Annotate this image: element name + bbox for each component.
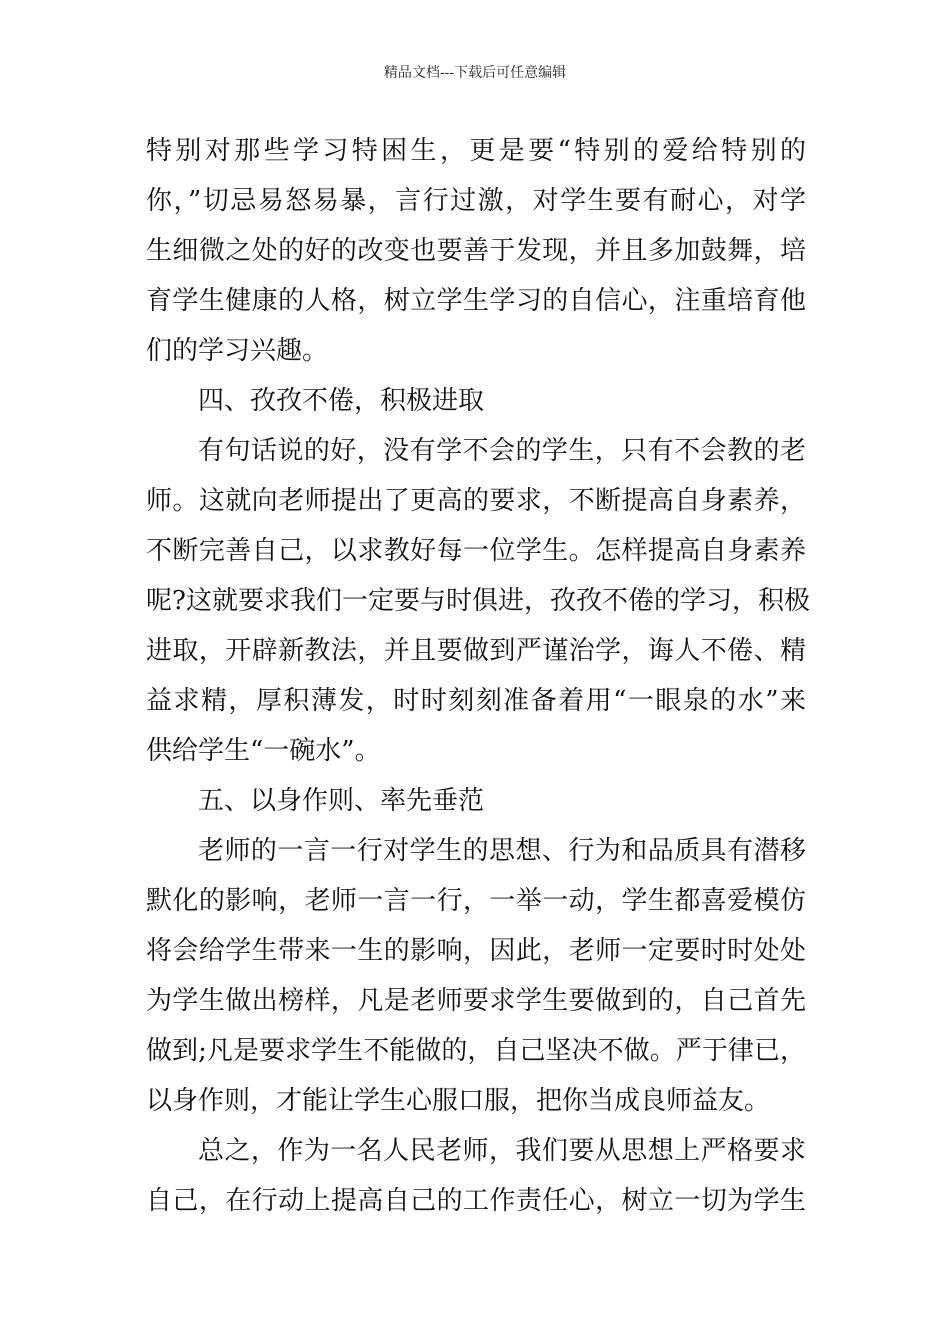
section-heading [146, 376, 806, 426]
text-line: 为学生做出榜样，凡是老师要求学生要做到的，自己首先 [146, 986, 806, 1016]
text-line: 师。这就向老师提出了更高的要求，不断提高自身素养， [146, 486, 806, 516]
text-line: 益求精，厚积薄发，时时刻刻准备着用“一眼泉的水”来 [146, 686, 806, 716]
section-heading [146, 776, 806, 826]
text-line: 有句话说的好，没有学不会的学生，只有不会教的老 [198, 436, 806, 466]
text-line: 们的学习兴趣。 [146, 336, 329, 366]
text-line: 以身作则，才能让学生心服口服，把你当成良师益友。 [146, 1086, 771, 1116]
text-line: 供给学生“一碗水”。 [146, 736, 381, 766]
text-line: 自己，在行动上提高自己的工作责任心，树立一切为学生 [146, 1186, 806, 1216]
page-header: 精品文档---下载后可任意编辑 [383, 65, 567, 81]
text-line: 总之，作为一名人民老师，我们要从思想上严格要求 [198, 1136, 806, 1166]
text-line: 呢?这就要求我们一定要与时俱进，孜孜不倦的学习，积极 [146, 586, 810, 616]
text-line: 老师的一言一行对学生的思想、行为和品质具有潜移 [198, 836, 806, 866]
heading-text: 四、孜孜不倦，积极进取 [198, 386, 485, 416]
text-line: 将会给学生带来一生的影响，因此，老师一定要时时处处 [146, 936, 806, 966]
paragraph [146, 826, 806, 1126]
text-line: 生细微之处的好的改变也要善于发现，并且多加鼓舞，培 [146, 236, 806, 266]
text-line: 默化的影响，老师一言一行，一举一动，学生都喜爱模仿 [146, 886, 806, 916]
paragraph [146, 426, 810, 776]
paragraph [146, 1126, 806, 1226]
text-line: 特别对那些学习特困生，更是要“特别的爱给特别的 [146, 136, 806, 166]
document-body [146, 126, 810, 1226]
heading-text: 五、以身作则、率先垂范 [198, 786, 485, 816]
text-line: 进取，开辟新教法，并且要做到严谨治学，诲人不倦、精 [146, 636, 806, 666]
text-line: 育学生健康的人格，树立学生学习的自信心，注重培育他 [146, 286, 806, 316]
text-line: 不断完善自己，以求教好每一位学生。怎样提高自身素养 [146, 536, 806, 566]
text-line: 你，”切忌易怒易暴，言行过激，对学生要有耐心，对学 [146, 186, 806, 216]
paragraph [146, 126, 806, 376]
text-line: 做到;凡是要求学生不能做的，自己坚决不做。严于律已， [146, 1036, 806, 1066]
